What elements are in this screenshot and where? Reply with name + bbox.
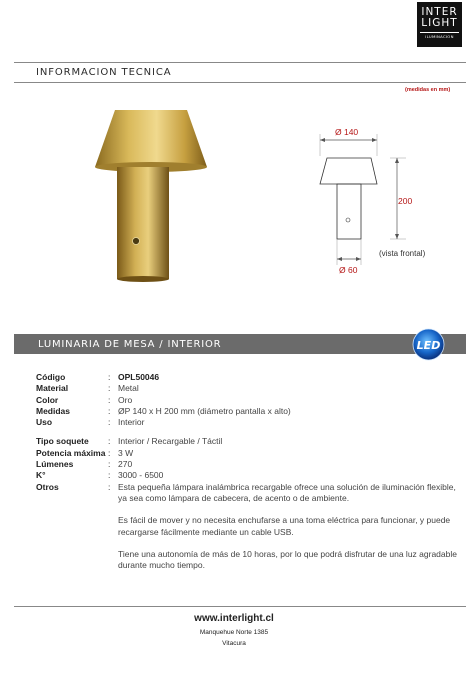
spec-label: Otros xyxy=(36,481,59,492)
spec-row-uso xyxy=(36,417,464,428)
spec-row-material xyxy=(36,383,464,394)
spec-separator: : xyxy=(108,372,111,382)
spec-description xyxy=(118,482,464,572)
spec-separator: : xyxy=(108,470,111,481)
spec-separator: : xyxy=(108,459,111,470)
spec-label: Potencia máxima xyxy=(36,447,106,458)
spec-value: 3000 - 6500 xyxy=(118,470,164,481)
spec-label: Color xyxy=(36,394,59,405)
description-paragraph: Esta pequeña lámpara inalámbrica recargable ofrece una solución de iluminación flexible, ya sea como lámpara de cabecera, de acento o de ambiente. xyxy=(118,481,456,503)
spec-separator: : xyxy=(108,481,111,492)
spec-value: Interior xyxy=(118,417,145,428)
diameter-top-label: Ø 140 xyxy=(335,127,359,137)
spec-label: Tipo soquete xyxy=(36,436,89,447)
logo-line-1: INTER xyxy=(421,6,458,18)
view-label: (vista frontal) xyxy=(379,249,426,258)
lamp-shade xyxy=(95,110,207,171)
diameter-base-label: Ø 60 xyxy=(339,265,358,275)
height-label: 200 xyxy=(398,196,413,206)
spec-separator: : xyxy=(108,417,111,428)
logo-line-2: LIGHT xyxy=(421,17,458,29)
led-badge-text: LED xyxy=(416,339,441,352)
section-title: INFORMACION TECNICA xyxy=(36,67,172,78)
spec-separator: : xyxy=(108,383,111,394)
units-note: (medidas en mm) xyxy=(405,87,451,93)
spec-row-otros xyxy=(36,482,464,572)
spec-value: Metal xyxy=(118,383,139,394)
led-badge-icon xyxy=(409,328,448,361)
interlight-logo xyxy=(417,2,462,47)
spec-label: K° xyxy=(36,470,46,481)
diagram-shade xyxy=(320,158,377,184)
spec-value: OPL50046 xyxy=(118,372,160,382)
spec-row-kelvin xyxy=(36,470,464,481)
top-rule xyxy=(14,62,466,63)
lamp-stem xyxy=(117,167,169,279)
spec-value: Oro xyxy=(118,394,133,405)
spec-label: Lúmenes xyxy=(36,459,74,470)
address-line: Manquehue Norte 1385 xyxy=(199,629,269,636)
description-paragraph: Tiene una autonomía de más de 10 horas, por lo que podrá disfrutar de una luz agradable durante mucho tiempo. xyxy=(118,548,457,571)
description-paragraph: Es fácil de mover y no necesita enchufarse a una toma eléctrica para funcionar, y puede recargarse fácilmente mediante un cable USB. xyxy=(118,515,451,537)
spec-label: Uso xyxy=(36,417,53,428)
spec-row-medidas xyxy=(36,406,464,417)
touch-button xyxy=(133,238,140,245)
title-underline xyxy=(14,82,466,83)
spec-label: Material xyxy=(36,383,69,394)
spec-row-lumenes xyxy=(36,459,464,470)
spec-label: Medidas xyxy=(36,405,71,416)
footer-rule xyxy=(14,606,466,607)
lamp-photo xyxy=(95,110,215,282)
spec-separator: : xyxy=(108,405,111,416)
spec-row-tipo-soquete xyxy=(36,436,464,447)
spec-row-color xyxy=(36,395,464,406)
website-link[interactable]: www.interlight.cl xyxy=(194,613,274,624)
diagram-stem xyxy=(337,184,361,239)
spec-value: 3 W xyxy=(118,447,134,458)
spec-value: ØP 140 x H 200 mm (diámetro pantalla x alto) xyxy=(118,405,291,416)
logo-line-3: ILUMINACION xyxy=(420,32,459,40)
spec-label: Código xyxy=(36,372,66,382)
spec-separator: : xyxy=(108,447,111,458)
spec-table xyxy=(36,372,464,571)
product-band-title: LUMINARIA DE MESA / INTERIOR xyxy=(38,339,222,350)
spec-row-codigo xyxy=(36,372,464,383)
spec-value: Interior / Recargable / Táctil xyxy=(118,436,223,447)
spec-value: 270 xyxy=(118,459,133,470)
spec-separator: : xyxy=(108,394,111,405)
city-line: Vitacura xyxy=(222,640,246,647)
spec-separator: : xyxy=(108,436,111,447)
spec-row-potencia xyxy=(36,448,464,459)
spec-gap xyxy=(36,428,464,436)
